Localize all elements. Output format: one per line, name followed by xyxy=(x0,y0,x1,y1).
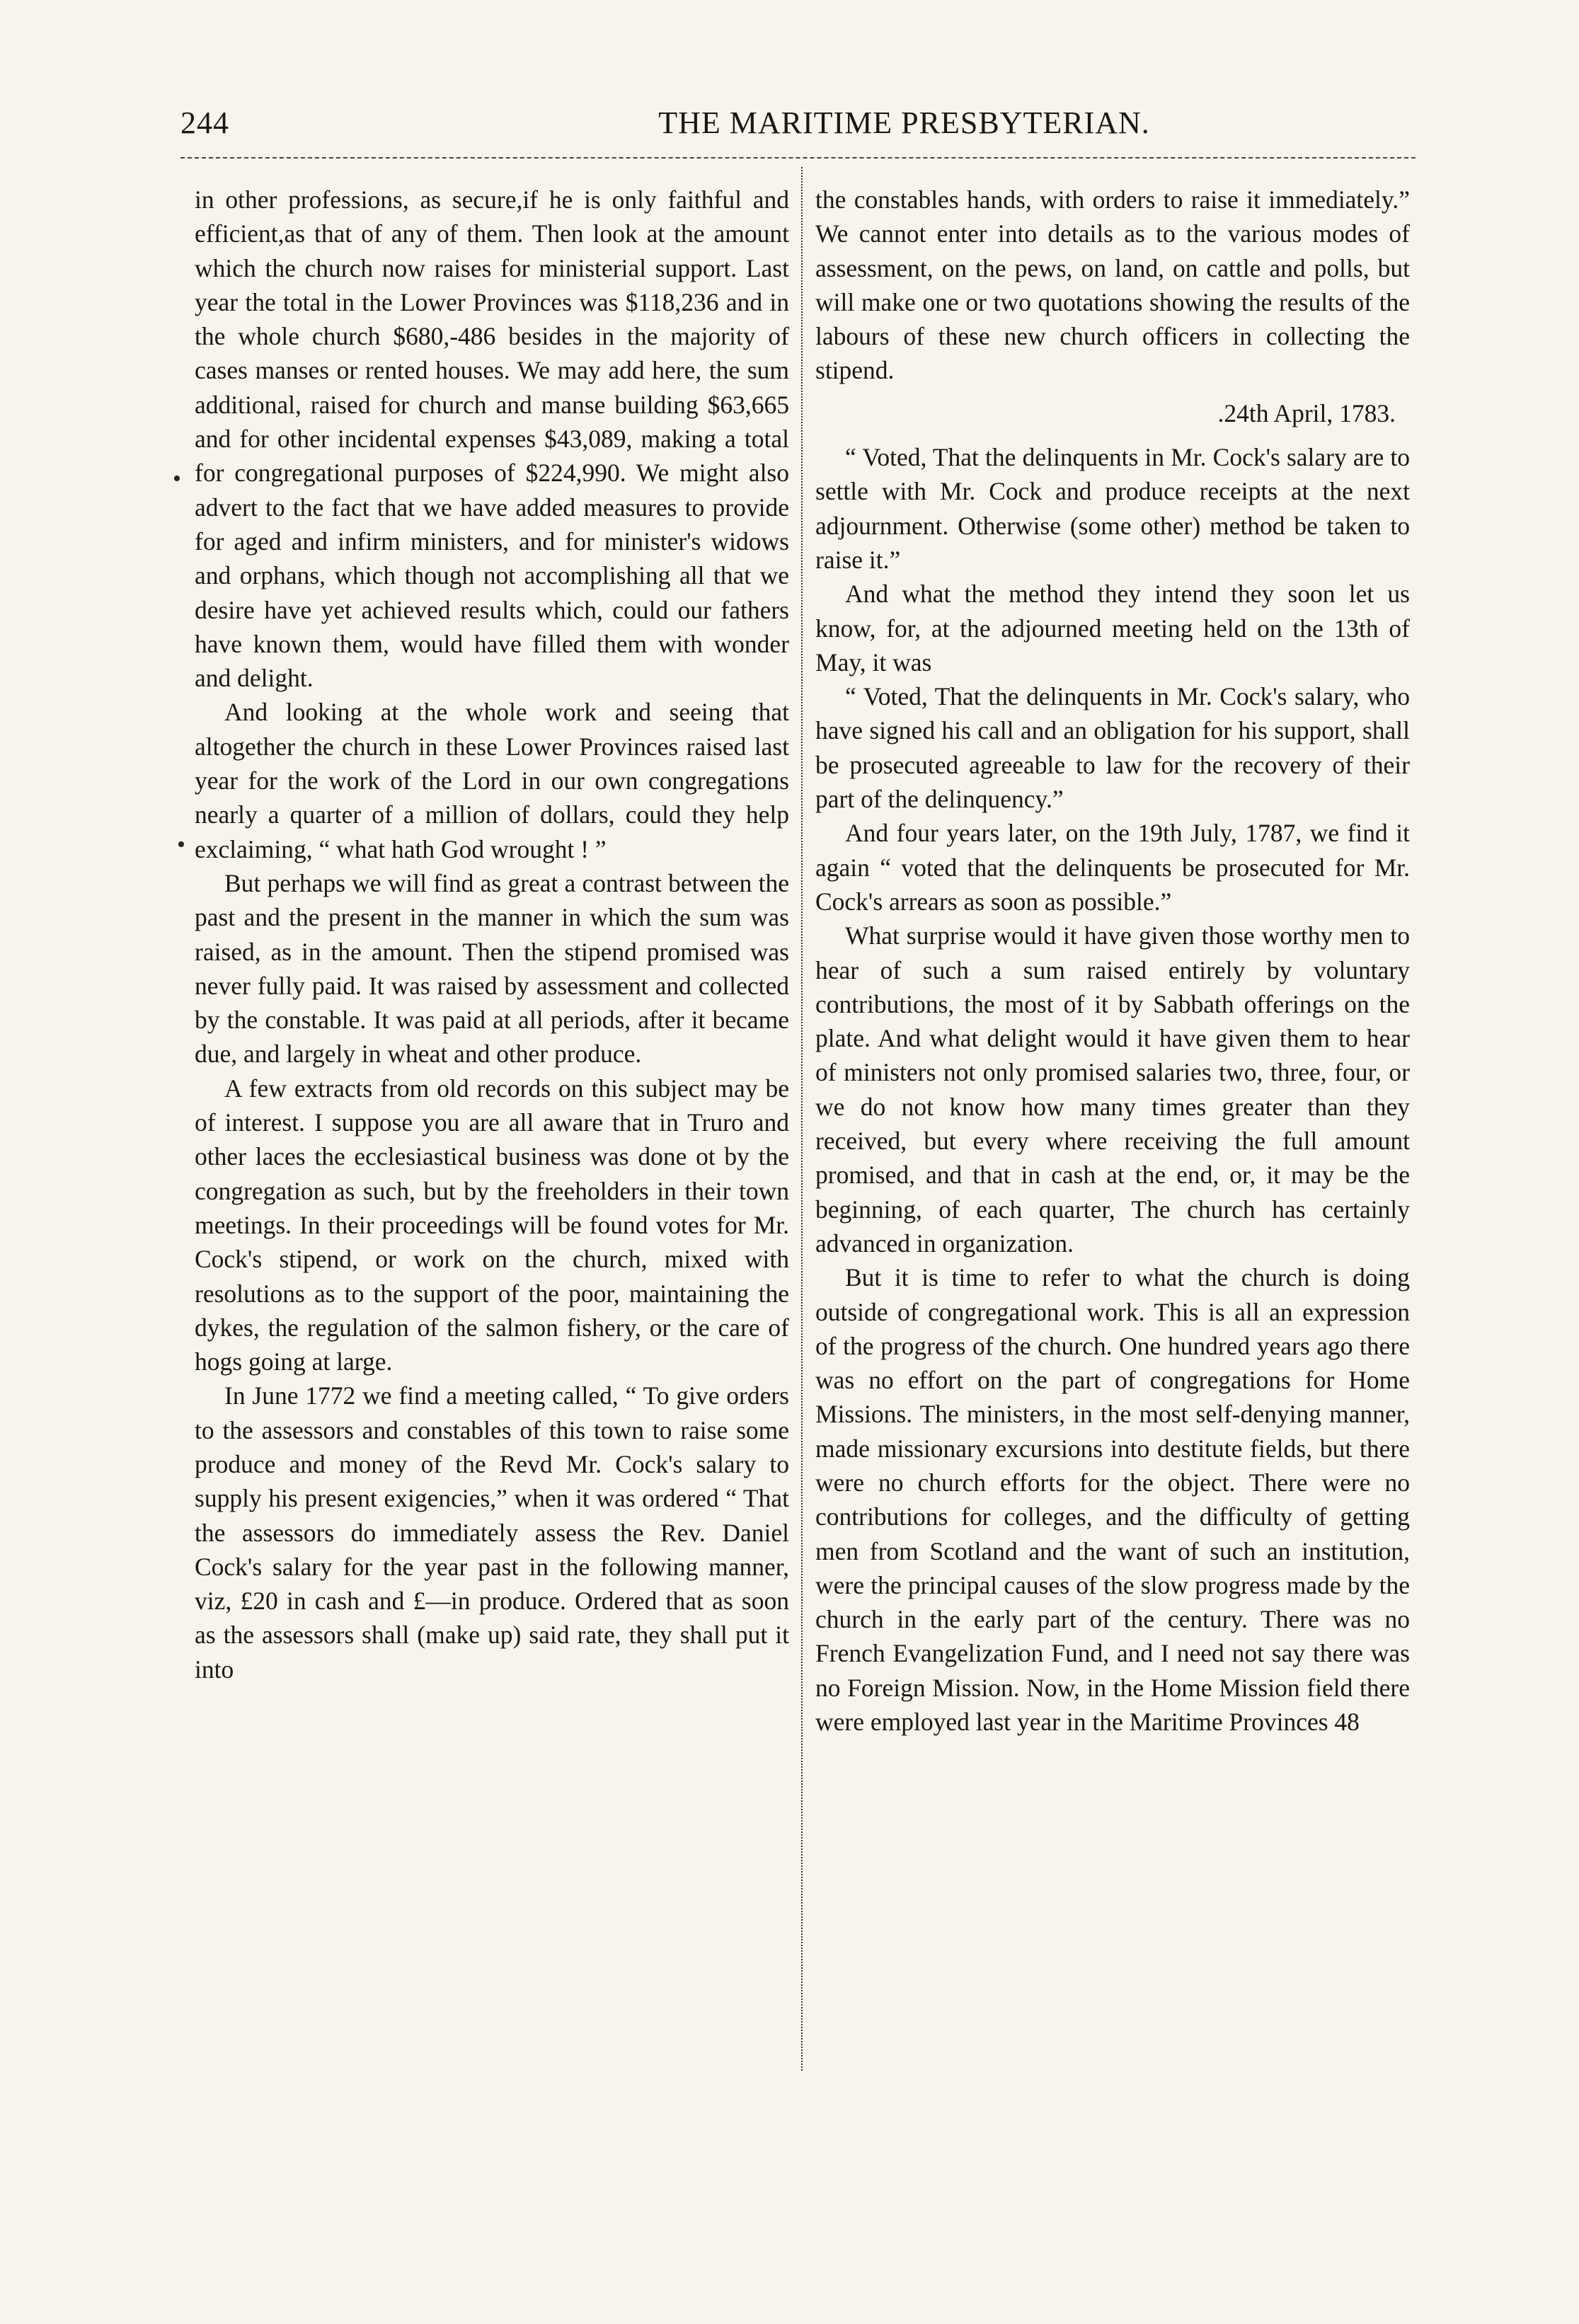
record-date: .24th April, 1783. xyxy=(1217,398,1396,427)
paragraph: In June 1772 we find a meeting called, “ To give orders to the assessors and constables of this town to raise some produce and money of the Revd Mr. Cock's salary to supply his present exigencies,” when it was ordered “ That the assessors do immediately assess the Rev. Daniel Cock's salary for the year past in the following manner, viz, £20 in cash and £—in produce. Ordered that as soon as the assessors shall (make up) said rate, they shall put it into xyxy=(195,1381,789,1684)
right-column xyxy=(815,183,1410,1739)
page-number: 244 xyxy=(180,105,229,140)
margin-dot: • xyxy=(177,832,185,858)
paragraph: in other professions, as secure,if he is only faithful and efficient,as that of any of them. Then look at the amount which the church now raises for ministerial support. Last year the total in the Lower Provinces was $118,236 and in the whole church $680,-486 besides in the majority of cases manses or rented houses. We may add here, the sum additional, raised for church and manse building $63,665 and for other incidental expenses $43,089, making a total for congregational purposes of $224,990. We might also advert to the fact that we have added measures to provide for aged and infirm ministers, and for minister's widows and orphans, which though not accomplishing all that we desire have yet achieved results which, could our fathers have known them, would have filled them with wonder and delight. xyxy=(195,185,789,693)
left-column xyxy=(195,183,789,1686)
column-divider xyxy=(801,167,803,2071)
page-header xyxy=(180,99,1416,149)
paragraph: “ Voted, That the delinquents in Mr. Cock's salary are to settle with Mr. Cock and produce receipts at the next adjournment. Otherwise (some other) method be taken to raise it.” xyxy=(815,443,1410,574)
paragraph: But perhaps we will find as great a contrast between the past and the present in the manner in which the sum was raised, as in the amount. Then the stipend promised was never fully paid. It was raised by assessment and collected by the constable. It was paid at all periods, after it became due, and largely in wheat and other produce. xyxy=(195,868,789,1069)
margin-dot: • xyxy=(173,466,181,492)
paragraph: And what the method they intend they soon let us know, for, at the adjourned meeting held on the 13th of May, it was xyxy=(815,580,1410,677)
paragraph: But it is time to refer to what the church is doing outside of congregational work. This is all an expression of the progress of the church. One hundred years ago there was no effort on the part of congregations for Home Missions. The ministers, in the most self-denying manner, made missionary excursions into destitute fields, but there were no church efforts for the object. There were no contributions for colleges, and the difficulty of getting men from Scotland and the want of such an institution, were the principal causes of the slow progress made by the church in the early part of the century. There was no French Evangelization Fund, and I need not say there was no Foreign Mission. Now, in the Home Mission field there were employed last year in the Maritime Provinces 48 xyxy=(815,1263,1410,1737)
paragraph: “ Voted, That the delinquents in Mr. Cock's salary, who have signed his call and an obligation for his support, shall be prosecuted agreeable to law for the recovery of their part of the delinquency.” xyxy=(815,682,1410,814)
running-title: THE MARITIME PRESBYTERIAN. xyxy=(658,105,1150,140)
paragraph: What surprise would it have given those worthy men to hear of such a sum raised entirely by voluntary contributions, the most of it by Sabbath offerings on the plate. And what delight would it have given them to hear of ministers not only promised salaries two, three, four, or we do not know how many times greater than they received, but every where receiving the full amount promised, and that in cash at the end, or, it may be the beginning, of each quarter, The church has certainly advanced in organization. xyxy=(815,921,1410,1258)
header-rule xyxy=(180,157,1416,159)
paragraph: the constables hands, with orders to raise it immediately.” We cannot enter into details as to the various modes of assessment, on the pews, on land, on cattle and polls, but will make one or two quotations showing the results of the labours of these new church officers in collecting the stipend. xyxy=(815,185,1410,385)
paragraph: A few extracts from old records on this subject may be of interest. I suppose you are all aware that in Truro and other laces the ecclesiastical business was done ot by the congregation as such, but by the freeholders in their town meetings. In their proceedings will be found votes for Mr. Cock's stipend, or work on the church, mixed with resolutions as to the support of the poor, maintaining the dykes, the regulation of the salmon fishery, or the care of hogs going at large. xyxy=(195,1074,789,1376)
paragraph: And looking at the whole work and seeing that altogether the church in these Lower Provinces raised last year for the work of the Lord in our own congregations nearly a quarter of a million of dollars, could they help exclaiming, “ what hath God wrought ! ” xyxy=(195,698,789,863)
paragraph: And four years later, on the 19th July, 1787, we find it again “ voted that the delinquents be prosecuted for Mr. Cock's arrears as soon as possible.” xyxy=(815,819,1410,916)
